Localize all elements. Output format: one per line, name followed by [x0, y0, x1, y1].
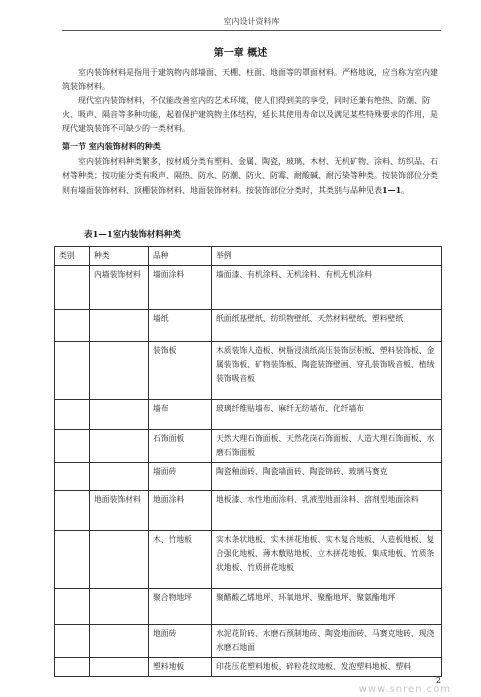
- table-row: [55, 463, 442, 491]
- cell-variety: 装饰板: [149, 342, 212, 400]
- page-number: 2: [435, 676, 441, 685]
- running-header: 室内设计资料库: [62, 16, 441, 31]
- cell-examples: 墙面漆、有机涂料、无机涂料、有机无机涂料: [212, 266, 442, 310]
- cell-category: [55, 658, 90, 677]
- cell-category: [55, 266, 90, 310]
- table-row: [55, 400, 442, 430]
- table-row: [55, 589, 442, 625]
- section-body: [62, 155, 440, 198]
- cell-type: [90, 342, 149, 400]
- cell-examples: 聚醋酸乙烯地坪、环氧地坪、聚酯地坪、聚氨酯地坪: [212, 589, 442, 625]
- section-title: 第一节 室内装饰材料的种类: [62, 141, 161, 151]
- cell-examples: 地板漆、水性地面涂料、乳液型地面涂料、溶剂型地面涂料: [212, 491, 442, 531]
- cell-category: [55, 310, 90, 342]
- cell-type: [90, 625, 149, 658]
- cell-variety: 墙纸: [149, 310, 212, 342]
- table-reference: 1—1: [382, 185, 402, 195]
- cell-category: [55, 463, 90, 491]
- cell-examples: 纸面纸基壁纸、纺织物壁纸、天然材料壁纸、塑料壁纸: [212, 310, 442, 342]
- cell-category: [55, 625, 90, 658]
- cell-type: [90, 658, 149, 677]
- cell-examples: 木质装饰人造板、树脂浸渍纸高压装饰层积板、塑料装饰板、金属装饰板、矿物装饰板、陶瓷装饰壁画、穿孔装饰吸音板、植绒装饰吸音板: [212, 342, 442, 400]
- intro-paragraph-2: 现代室内装饰材料，不仅能改善室内的艺术环境，使人们得到美的享受，同时还兼有绝热、防潮、防火、吸声、隔音等多种功能，起着保护建筑物主体结构，延长其使用寿命以及满足某些特殊要求的作用，是现代建筑装饰不可缺少的一类材料。: [62, 96, 438, 133]
- section-body-end: 。: [401, 186, 410, 195]
- cell-type: 内墙装饰材料: [90, 266, 149, 310]
- cell-variety: 聚合物地坪: [149, 589, 212, 625]
- table-row: [55, 658, 442, 677]
- header-examples: 举例: [212, 247, 442, 266]
- cell-type: [90, 531, 149, 589]
- table-row: [55, 491, 442, 531]
- cell-variety: 木、竹地板: [149, 531, 212, 589]
- intro-paragraph-1: 室内装饰材料是指用于建筑物内部墙面、天棚、柱面、地面等的罩面材料。严格地说，应当称为室内建筑装饰材料。: [62, 68, 438, 91]
- cell-category: [55, 589, 90, 625]
- chapter-title: 第一章 概述: [213, 48, 268, 59]
- cell-type: 地面装饰材料: [90, 491, 149, 531]
- cell-category: [55, 430, 90, 463]
- watermark: www.snren.com: [358, 684, 451, 695]
- materials-table: [54, 246, 442, 677]
- cell-type: [90, 310, 149, 342]
- cell-variety: 墙面砖: [149, 463, 212, 491]
- cell-variety: 墙面涂料: [149, 266, 212, 310]
- cell-category: [55, 491, 90, 531]
- cell-examples: 玻璃纤维贴墙布、麻纤无纺墙布、化纤墙布: [212, 400, 442, 430]
- cell-examples: 水泥花阶砖、水磨石预制地砖、陶瓷地面砖、马赛克地砖、现浇水磨石地面: [212, 625, 442, 658]
- table-header-row: [55, 247, 442, 266]
- cell-examples: 实木条状地板、实木拼花地板、实木复合地板、人造板地板、复合强化地板、薄木敷贴地板、立木拼花地板、集成地板、竹质条状地板、竹质拼花地板: [212, 531, 442, 589]
- cell-variety: 塑料地板: [149, 658, 212, 677]
- cell-type: [90, 430, 149, 463]
- cell-type: [90, 589, 149, 625]
- table-row: [55, 342, 442, 400]
- section-body-text: 室内装饰材料种类繁多，按材质分类有塑料、金属、陶瓷，玻璃、木材、无机矿物、涂料、纺织品、石材等种类；按功能分类有吸声、隔热、防水、防潮、防火、防霉、耐酸碱、耐污染等种类。按装饰部位分类则有墙面装饰材料、顶棚装饰材料、地面装饰材料。按装饰部位分类时，其类别与品种见表: [62, 157, 438, 195]
- table-title: 表1—1室内装饰材料种类: [84, 230, 181, 240]
- table-row: [55, 430, 442, 463]
- header-type: 种类: [90, 247, 149, 266]
- header-category: 类别: [55, 247, 90, 266]
- cell-variety: 地面砖: [149, 625, 212, 658]
- cell-variety: 墙布: [149, 400, 212, 430]
- cell-category: [55, 400, 90, 430]
- table-row: [55, 625, 442, 658]
- table-row: [55, 310, 442, 342]
- cell-examples: 印花压花塑料地板、碎粒花纹地板、发泡塑料地板、塑料: [212, 658, 442, 677]
- header-variety: 品种: [149, 247, 212, 266]
- cell-variety: 地面涂料: [149, 491, 212, 531]
- cell-category: [55, 342, 90, 400]
- cell-category: [55, 531, 90, 589]
- table-row: [55, 266, 442, 310]
- cell-examples: 天然大理石饰面板、天然花岗石饰面板、人造大理石饰面板、水磨石饰面板: [212, 430, 442, 463]
- cell-type: [90, 463, 149, 491]
- cell-type: [90, 400, 149, 430]
- cell-examples: 陶瓷釉面砖、陶瓷墙面砖、陶瓷锦砖、玻璃马赛克: [212, 463, 442, 491]
- cell-variety: 石饰面板: [149, 430, 212, 463]
- table-row: [55, 531, 442, 589]
